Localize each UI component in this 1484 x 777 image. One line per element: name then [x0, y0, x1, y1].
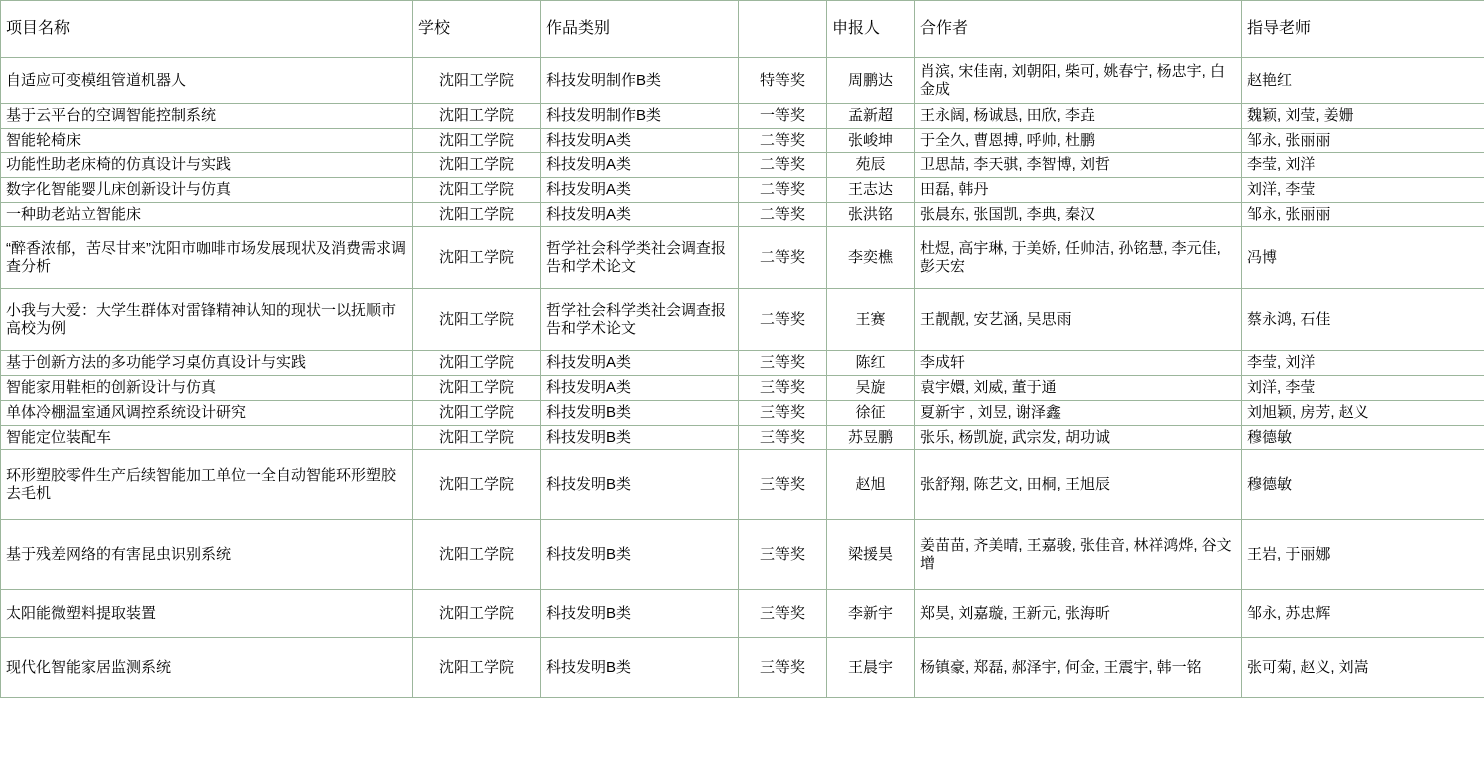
project-name-cell: 现代化智能家居监测系统	[1, 638, 413, 698]
category-cell: 科技发明A类	[541, 351, 739, 376]
school-cell: 沈阳工学院	[413, 351, 541, 376]
table-row	[1, 376, 1484, 401]
table-row	[1, 400, 1484, 425]
school-cell: 沈阳工学院	[413, 202, 541, 227]
applicant-cell: 王晨宇	[827, 638, 915, 698]
category-cell: 科技发明A类	[541, 178, 739, 203]
partners-cell: 王永阔, 杨诚恳, 田欣, 李垚	[915, 104, 1242, 129]
category-cell: 科技发明B类	[541, 425, 739, 450]
project-name-cell: 基于云平台的空调智能控制系统	[1, 104, 413, 129]
column-header: 指导老师	[1242, 1, 1484, 58]
column-header	[739, 1, 827, 58]
category-cell: 哲学社会科学类社会调查报告和学术论文	[541, 289, 739, 351]
project-name-cell: 智能轮椅床	[1, 128, 413, 153]
project-name-cell: 环形塑胶零件生产后续智能加工单位一全自动智能环形塑胶去毛机	[1, 450, 413, 520]
column-header: 合作者	[915, 1, 1242, 58]
project-name-cell: 小我与大爱：大学生群体对雷锋精神认知的现状一以抚顺市高校为例	[1, 289, 413, 351]
award-cell: 三等奖	[739, 638, 827, 698]
applicant-cell: 孟新超	[827, 104, 915, 129]
partners-cell: 杨镇豪, 郑磊, 郝泽宇, 何金, 王震宇, 韩一铭	[915, 638, 1242, 698]
school-cell: 沈阳工学院	[413, 520, 541, 590]
applicant-cell: 陈红	[827, 351, 915, 376]
advisor-cell: 李莹, 刘洋	[1242, 351, 1484, 376]
school-cell: 沈阳工学院	[413, 58, 541, 104]
project-name-cell: “醉香浓郁，苦尽甘来”沈阳市咖啡市场发展现状及消费需求调查分析	[1, 227, 413, 289]
table-row	[1, 590, 1484, 638]
partners-cell: 于全久, 曹恩搏, 呼帅, 杜鹏	[915, 128, 1242, 153]
column-header: 作品类别	[541, 1, 739, 58]
partners-cell: 田磊, 韩丹	[915, 178, 1242, 203]
advisor-cell: 邹永, 苏忠辉	[1242, 590, 1484, 638]
award-cell: 二等奖	[739, 202, 827, 227]
applicant-cell: 王志达	[827, 178, 915, 203]
applicant-cell: 苑辰	[827, 153, 915, 178]
award-cell: 一等奖	[739, 104, 827, 129]
partners-cell: 张晨东, 张国凯, 李典, 秦汉	[915, 202, 1242, 227]
advisor-cell: 穆德敏	[1242, 425, 1484, 450]
advisor-cell: 邹永, 张丽丽	[1242, 202, 1484, 227]
table-row	[1, 227, 1484, 289]
category-cell: 科技发明B类	[541, 590, 739, 638]
applicant-cell: 梁援昊	[827, 520, 915, 590]
school-cell: 沈阳工学院	[413, 227, 541, 289]
partners-cell: 姜苗苗, 齐美晴, 王嘉骏, 张佳音, 林祥鸿烨, 谷文增	[915, 520, 1242, 590]
advisor-cell: 刘洋, 李莹	[1242, 178, 1484, 203]
award-cell: 二等奖	[739, 153, 827, 178]
category-cell: 科技发明B类	[541, 400, 739, 425]
school-cell: 沈阳工学院	[413, 128, 541, 153]
award-cell: 二等奖	[739, 178, 827, 203]
school-cell: 沈阳工学院	[413, 450, 541, 520]
advisor-cell: 蔡永鸿, 石佳	[1242, 289, 1484, 351]
category-cell: 科技发明制作B类	[541, 58, 739, 104]
project-name-cell: 智能定位装配车	[1, 425, 413, 450]
advisor-cell: 刘洋, 李莹	[1242, 376, 1484, 401]
advisor-cell: 张可菊, 赵义, 刘嵩	[1242, 638, 1484, 698]
category-cell: 科技发明制作B类	[541, 104, 739, 129]
school-cell: 沈阳工学院	[413, 178, 541, 203]
table-row	[1, 289, 1484, 351]
column-header: 学校	[413, 1, 541, 58]
table-header-row	[1, 1, 1484, 58]
column-header: 申报人	[827, 1, 915, 58]
school-cell: 沈阳工学院	[413, 400, 541, 425]
award-cell: 三等奖	[739, 351, 827, 376]
project-name-cell: 数字化智能婴儿床创新设计与仿真	[1, 178, 413, 203]
table-row	[1, 58, 1484, 104]
project-name-cell: 智能家用鞋柜的创新设计与仿真	[1, 376, 413, 401]
applicant-cell: 吴旋	[827, 376, 915, 401]
school-cell: 沈阳工学院	[413, 153, 541, 178]
advisor-cell: 魏颖, 刘莹, 姜姗	[1242, 104, 1484, 129]
applicant-cell: 张洪铭	[827, 202, 915, 227]
partners-cell: 夏新宇 , 刘昱, 谢泽鑫	[915, 400, 1242, 425]
partners-cell: 王靓靓, 安艺涵, 吴思雨	[915, 289, 1242, 351]
partners-cell: 卫思喆, 李天骐, 李智博, 刘哲	[915, 153, 1242, 178]
category-cell: 科技发明A类	[541, 202, 739, 227]
partners-cell: 李成轩	[915, 351, 1242, 376]
category-cell: 科技发明A类	[541, 153, 739, 178]
school-cell: 沈阳工学院	[413, 289, 541, 351]
table-row	[1, 202, 1484, 227]
table-row	[1, 425, 1484, 450]
school-cell: 沈阳工学院	[413, 638, 541, 698]
table-row	[1, 104, 1484, 129]
column-header: 项目名称	[1, 1, 413, 58]
applicant-cell: 王赛	[827, 289, 915, 351]
applicant-cell: 苏昱鹏	[827, 425, 915, 450]
project-name-cell: 一种助老站立智能床	[1, 202, 413, 227]
award-cell: 三等奖	[739, 520, 827, 590]
advisor-cell: 王岩, 于丽娜	[1242, 520, 1484, 590]
category-cell: 哲学社会科学类社会调查报告和学术论文	[541, 227, 739, 289]
award-cell: 二等奖	[739, 128, 827, 153]
applicant-cell: 张峻坤	[827, 128, 915, 153]
award-cell: 三等奖	[739, 590, 827, 638]
partners-cell: 郑昊, 刘嘉璇, 王新元, 张海昕	[915, 590, 1242, 638]
table-row	[1, 153, 1484, 178]
advisor-cell: 邹永, 张丽丽	[1242, 128, 1484, 153]
award-cell: 三等奖	[739, 376, 827, 401]
project-name-cell: 太阳能微塑料提取装置	[1, 590, 413, 638]
project-name-cell: 单体冷棚温室通风调控系统设计研究	[1, 400, 413, 425]
award-cell: 特等奖	[739, 58, 827, 104]
applicant-cell: 李新宇	[827, 590, 915, 638]
advisor-cell: 李莹, 刘洋	[1242, 153, 1484, 178]
applicant-cell: 周鹏达	[827, 58, 915, 104]
category-cell: 科技发明A类	[541, 128, 739, 153]
partners-cell: 张乐, 杨凯旋, 武宗发, 胡功诚	[915, 425, 1242, 450]
table-row	[1, 520, 1484, 590]
table-row	[1, 128, 1484, 153]
advisor-cell: 刘旭颖, 房芳, 赵义	[1242, 400, 1484, 425]
applicant-cell: 李奕樵	[827, 227, 915, 289]
project-name-cell: 基于创新方法的多功能学习桌仿真设计与实践	[1, 351, 413, 376]
table-row	[1, 178, 1484, 203]
partners-cell: 肖滨, 宋佳南, 刘朝阳, 柴可, 姚春宁, 杨忠宇, 白金成	[915, 58, 1242, 104]
award-cell: 三等奖	[739, 400, 827, 425]
applicant-cell: 徐征	[827, 400, 915, 425]
project-name-cell: 自适应可变模组管道机器人	[1, 58, 413, 104]
category-cell: 科技发明B类	[541, 450, 739, 520]
project-name-cell: 基于残差网络的有害昆虫识别系统	[1, 520, 413, 590]
table-row	[1, 351, 1484, 376]
category-cell: 科技发明B类	[541, 638, 739, 698]
advisor-cell: 冯博	[1242, 227, 1484, 289]
table-body	[1, 1, 1484, 698]
applicant-cell: 赵旭	[827, 450, 915, 520]
school-cell: 沈阳工学院	[413, 376, 541, 401]
category-cell: 科技发明B类	[541, 520, 739, 590]
advisor-cell: 赵艳红	[1242, 58, 1484, 104]
award-cell: 三等奖	[739, 425, 827, 450]
partners-cell: 袁宇嬛, 刘威, 董于通	[915, 376, 1242, 401]
award-cell: 二等奖	[739, 289, 827, 351]
category-cell: 科技发明A类	[541, 376, 739, 401]
school-cell: 沈阳工学院	[413, 590, 541, 638]
table-row	[1, 450, 1484, 520]
advisor-cell: 穆德敏	[1242, 450, 1484, 520]
school-cell: 沈阳工学院	[413, 425, 541, 450]
partners-cell: 杜煜, 高宇琳, 于美娇, 任帅洁, 孙铭慧, 李元佳, 彭天宏	[915, 227, 1242, 289]
school-cell: 沈阳工学院	[413, 104, 541, 129]
award-cell: 二等奖	[739, 227, 827, 289]
award-cell: 三等奖	[739, 450, 827, 520]
project-name-cell: 功能性助老床椅的仿真设计与实践	[1, 153, 413, 178]
table-row	[1, 638, 1484, 698]
partners-cell: 张舒翔, 陈艺文, 田桐, 王旭辰	[915, 450, 1242, 520]
